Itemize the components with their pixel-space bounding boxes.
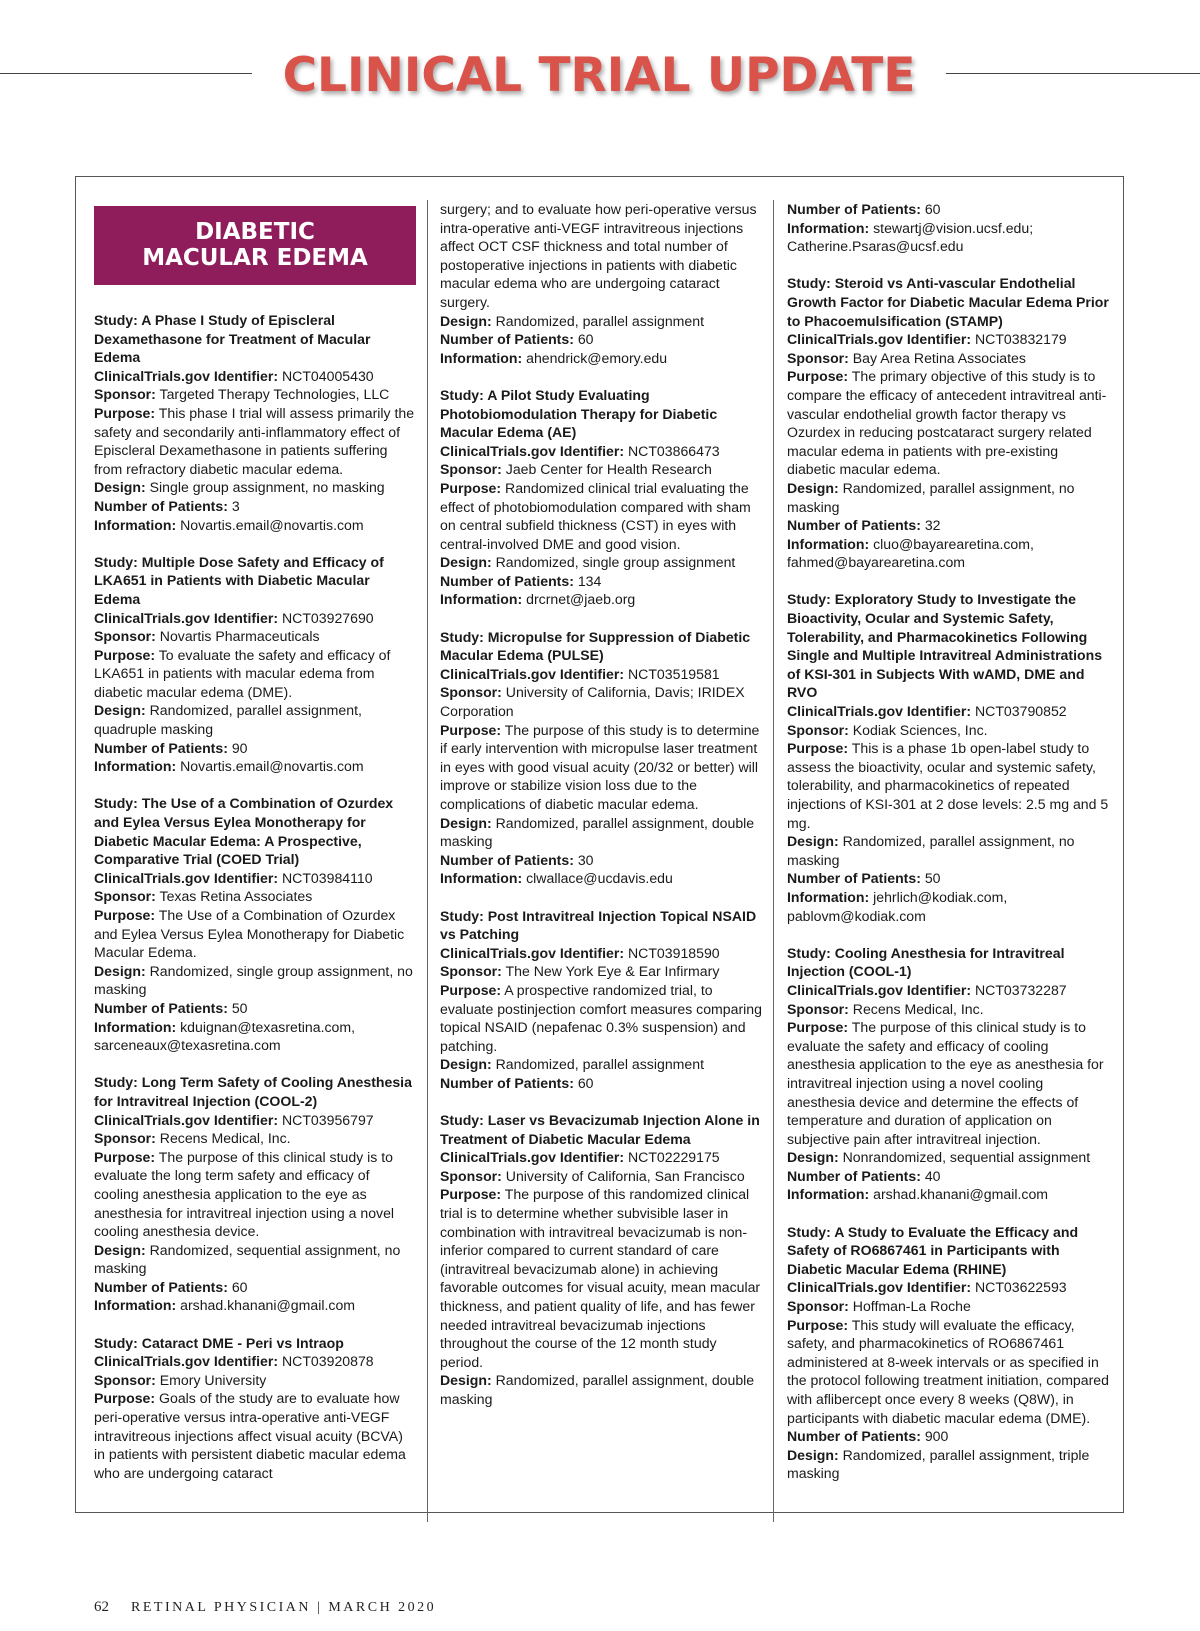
study-design: Design: Randomized, single group assignment	[440, 554, 736, 571]
study-information: Information: drcrnet@jaeb.org	[440, 591, 636, 608]
study-patients: Number of Patients: 30	[440, 851, 594, 868]
study-entry-continued	[440, 200, 762, 367]
study-information: Information: Novartis.email@novartis.com	[94, 758, 364, 775]
study-information: Information: ahendrick@emory.edu	[440, 349, 668, 366]
study-sponsor: Sponsor: Kodiak Sciences, Inc.	[787, 721, 988, 738]
column-divider	[427, 200, 428, 1522]
study-purpose: Purpose: The purpose of this study is to determine if early intervention with micropulse laser treatment in eyes with good visual acuity (20/32 or better) will improve or stabilize vision loss due to the complications of diabetic macular edema.	[440, 721, 760, 812]
study-identifier: ClinicalTrials.gov Identifier: NCT03956797	[94, 1111, 374, 1128]
header-rule-right	[946, 73, 1200, 74]
study-patients: Number of Patients: 60	[94, 1278, 248, 1295]
study-patients: Number of Patients: 900	[787, 1428, 949, 1445]
study-entry	[94, 311, 416, 534]
study-information: Information: clwallace@ucdavis.edu	[440, 870, 673, 887]
study-entry-continued	[787, 200, 1109, 256]
column-3	[787, 200, 1109, 1522]
study-patients: Number of Patients: 40	[787, 1167, 941, 1184]
study-information: Information: arshad.khanani@gmail.com	[94, 1297, 356, 1314]
study-sponsor: Sponsor: Bay Area Retina Associates	[787, 349, 1026, 366]
study-title: Study: Multiple Dose Safety and Efficacy of LKA651 in Patients with Diabetic Macular Edema	[94, 553, 384, 607]
study-design: Design: Randomized, parallel assignment, no masking	[787, 833, 1075, 868]
study-identifier: ClinicalTrials.gov Identifier: NCT04005430	[94, 367, 374, 384]
study-purpose: Purpose: The purpose of this clinical study is to evaluate the safety and efficacy of cooling anesthesia application to the eye as anesthesia for intravitreal injection using a novel cooling anesthesia device and determine the effects of temperature and duration of application on subjective pain after intravitreal injection.	[787, 1019, 1104, 1147]
study-purpose: Purpose: Goals of the study are to evaluate how peri-operative versus intra-operative anti-VEGF intravitreous injections affect visual acuity (BCVA) in patients with persistent diabetic macular edema who are undergoing cataract	[94, 1390, 406, 1481]
study-identifier: ClinicalTrials.gov Identifier: NCT03790852	[787, 703, 1067, 720]
study-entry	[94, 1073, 416, 1315]
study-purpose: Purpose: The purpose of this clinical study is to evaluate the long term safety and efficacy of cooling anesthesia application to the eye as anesthesia for intravitreal injection using a novel cooling anesthesia device.	[94, 1148, 395, 1240]
study-sponsor: Sponsor: Texas Retina Associates	[94, 888, 313, 905]
study-identifier: ClinicalTrials.gov Identifier: NCT03622593	[787, 1279, 1067, 1296]
study-purpose: Purpose: A prospective randomized trial, to evaluate postinjection comfort measures comparing topical NSAID (nepafenac 0.3% suspension) and patching.	[440, 981, 762, 1054]
study-identifier: ClinicalTrials.gov Identifier: NCT03918590	[440, 944, 720, 961]
study-sponsor: Sponsor: University of California, San Francisco	[440, 1167, 745, 1184]
study-purpose: Purpose: The Use of a Combination of Ozurdex and Eylea Versus Eylea Monotherapy for Diabetic Macular Edema.	[94, 907, 405, 961]
study-sponsor: Sponsor: Recens Medical, Inc.	[94, 1130, 291, 1147]
publication-line: RETINAL PHYSICIAN | MARCH 2020	[131, 1600, 437, 1615]
study-identifier: ClinicalTrials.gov Identifier: NCT02229175	[440, 1149, 720, 1166]
study-title: Study: Cooling Anesthesia for Intravitreal Injection (COOL-1)	[787, 944, 1065, 980]
study-identifier: ClinicalTrials.gov Identifier: NCT03927690	[94, 609, 374, 626]
study-title: Study: Micropulse for Suppression of Diabetic Macular Edema (PULSE)	[440, 628, 751, 664]
study-sponsor: Sponsor: University of California, Davis; IRIDEX Corporation	[440, 684, 745, 720]
study-design: Design: Nonrandomized, sequential assignment	[787, 1149, 1091, 1166]
study-information: Information: stewartj@vision.ucsf.edu; Catherine.Psaras@ucsf.edu	[787, 219, 1034, 255]
study-identifier: ClinicalTrials.gov Identifier: NCT03832179	[787, 331, 1067, 348]
study-design: Design: Randomized, parallel assignment, double masking	[440, 814, 755, 850]
study-title: Study: A Pilot Study Evaluating Photobiomodulation Therapy for Diabetic Macular Edema (AE)	[440, 386, 718, 441]
study-entry	[440, 386, 762, 609]
study-patients: Number of Patients: 3	[94, 497, 240, 514]
study-identifier: ClinicalTrials.gov Identifier: NCT03866473	[440, 442, 720, 459]
study-design: Design: Randomized, parallel assignment	[440, 1056, 704, 1073]
study-purpose: Purpose: This is a phase 1b open-label study to assess the bioactivity, ocular and systemic safety, tolerability, and pharmacokinetics of repeated injections of KSI-301 at 2 dose levels: 2.5 mg and 5 mg.	[787, 740, 1109, 831]
column-2	[440, 200, 762, 1522]
study-sponsor: Sponsor: Hoffman-La Roche	[787, 1298, 971, 1315]
study-title: Study: Steroid vs Anti-vascular Endothelial Growth Factor for Diabetic Macular Edema Prior to Phacoemulsification (STAMP)	[787, 275, 1109, 329]
column-divider	[773, 200, 774, 1522]
study-title: Study: Cataract DME - Peri vs Intraop	[94, 1334, 344, 1351]
study-design: Design: Randomized, parallel assignment, double masking	[440, 1372, 755, 1407]
study-title: Study: Exploratory Study to Investigate the Bioactivity, Ocular and Systemic Safety, Tolerability, and Pharmacokinetics Following Single and Multiple Intravitreal Administrations of KSI-301 in Subjects With wAMD, DME and RVO	[787, 591, 1103, 701]
study-identifier: ClinicalTrials.gov Identifier: NCT03984110	[94, 869, 373, 886]
page-title: CLINICAL TRIAL UPDATE	[282, 48, 916, 103]
study-sponsor: Sponsor: Jaeb Center for Health Research	[440, 461, 712, 478]
study-purpose: Purpose: The purpose of this randomized clinical trial is to determine whether subvisible laser in combination with intravitreal bevacizumab is non-inferior compared to current standard of care (intravitreal bevacizumab alone) in achieving favorable outcomes for visual acuity, mean macular thickness, and patient quality of life, and has fewer needed intravitreal bevacizumab injections throughout the course of the 12 month study period.	[440, 1186, 761, 1370]
study-identifier: ClinicalTrials.gov Identifier: NCT03519581	[440, 665, 720, 682]
section-banner	[94, 206, 416, 285]
section-banner-line2: MACULAR EDEMA	[142, 245, 368, 271]
study-title: Study: A Study to Evaluate the Efficacy and Safety of RO6867461 in Participants with Diabetic Macular Edema (RHINE)	[787, 1223, 1079, 1277]
study-information: Information: Novartis.email@novartis.com	[94, 516, 364, 533]
study-entry	[787, 274, 1109, 572]
study-entry	[94, 1334, 416, 1483]
study-purpose: Purpose: This study will evaluate the efficacy, safety, and pharmacokinetics of RO6867461 administered at 8-week intervals or as specified in the protocol following treatment initiation, compared with aflibercept once every 8 weeks (Q8W), in participants with diabetic macular edema (DME).	[787, 1316, 1109, 1426]
study-information: Information: jehrlich@kodiak.com, pablovm@kodiak.com	[787, 888, 1008, 924]
study-title: Study: A Phase I Study of Episcleral Dexamethasone for Treatment of Macular Edema	[94, 312, 371, 366]
study-entry	[787, 944, 1109, 1204]
study-purpose: Purpose: To evaluate the safety and efficacy of LKA651 in patients with macular edema from diabetic macular edema (DME).	[94, 646, 391, 700]
study-sponsor: Sponsor: The New York Eye & Ear Infirmary	[440, 963, 720, 980]
study-purpose-continued: surgery; and to evaluate how peri-operative versus intra-operative anti-VEGF intravitreous injections affect OCT CSF thickness and total number of postoperative injections in patients with diabetic macular edema who are undergoing cataract surgery.	[440, 201, 757, 310]
study-design: Design: Randomized, parallel assignment	[440, 312, 704, 329]
study-entry	[787, 590, 1109, 925]
study-patients: Number of Patients: 50	[787, 870, 941, 887]
study-entry	[440, 907, 762, 1093]
page-footer	[94, 1599, 436, 1616]
study-design: Design: Randomized, parallel assignment, no masking	[787, 479, 1075, 515]
study-design: Design: Randomized, sequential assignment, no masking	[94, 1241, 401, 1277]
study-entry	[440, 1111, 762, 1409]
study-sponsor: Sponsor: Emory University	[94, 1371, 267, 1388]
study-purpose: Purpose: The primary objective of this study is to compare the efficacy of antecedent intravitreal anti-vascular endothelial growth factor therapy vs Ozurdex in reducing postcataract surgery related macular edema in patients with pre-existing diabetic macular edema.	[787, 368, 1107, 478]
study-sponsor: Sponsor: Recens Medical, Inc.	[787, 1000, 984, 1017]
study-patients: Number of Patients: 50	[94, 999, 248, 1016]
study-identifier: ClinicalTrials.gov Identifier: NCT03920878	[94, 1353, 374, 1370]
study-design: Design: Randomized, parallel assignment, triple masking	[787, 1446, 1090, 1482]
study-entry	[440, 628, 762, 888]
study-identifier: ClinicalTrials.gov Identifier: NCT03732287	[787, 981, 1067, 998]
study-design: Design: Randomized, single group assignment, no masking	[94, 962, 413, 998]
study-purpose: Purpose: Randomized clinical trial evaluating the effect of photobiomodulation compared with sham on central subfield thickness (CST) in eyes with central-involved DME and good vision.	[440, 479, 751, 552]
study-entry	[94, 553, 416, 776]
study-title: Study: Post Intravitreal Injection Topical NSAID vs Patching	[440, 907, 757, 943]
study-entry	[787, 1223, 1109, 1483]
study-information: Information: kduignan@texasretina.com, sarceneaux@texasretina.com	[94, 1018, 356, 1054]
study-information: Information: cluo@bayarearetina.com, fahmed@bayarearetina.com	[787, 535, 1034, 571]
study-title: Study: Laser vs Bevacizumab Injection Alone in Treatment of Diabetic Macular Edema	[440, 1112, 760, 1147]
study-title: Study: Long Term Safety of Cooling Anesthesia for Intravitreal Injection (COOL-2)	[94, 1074, 412, 1109]
header-rule-left	[0, 73, 252, 74]
study-design: Design: Single group assignment, no masking	[94, 479, 385, 496]
study-sponsor: Sponsor: Novartis Pharmaceuticals	[94, 628, 320, 645]
study-entry	[94, 794, 416, 1054]
study-patients: Number of Patients: 60	[440, 331, 594, 348]
study-design: Design: Randomized, parallel assignment, quadruple masking	[94, 702, 362, 738]
study-sponsor: Sponsor: Targeted Therapy Technologies, LLC	[94, 386, 390, 403]
study-title: Study: The Use of a Combination of Ozurdex and Eylea Versus Eylea Monotherapy for Diabetic Macular Edema: A Prospective, Comparative Trial (COED Trial)	[94, 795, 394, 868]
study-patients: Number of Patients: 60	[787, 201, 941, 217]
study-information: Information: arshad.khanani@gmail.com	[787, 1186, 1049, 1203]
study-patients: Number of Patients: 134	[440, 572, 602, 589]
page-number: 62	[94, 1599, 109, 1615]
section-banner-line1: DIABETIC	[195, 219, 315, 245]
study-patients: Number of Patients: 32	[787, 517, 941, 534]
study-purpose: Purpose: This phase I trial will assess primarily the safety and secondarily anti-inflammatory effect of Episcleral Dexamethasone in patients suffering from refractory diabetic macular edema.	[94, 404, 415, 477]
study-patients: Number of Patients: 60	[440, 1074, 594, 1091]
study-patients: Number of Patients: 90	[94, 739, 248, 756]
column-1	[94, 200, 416, 1522]
